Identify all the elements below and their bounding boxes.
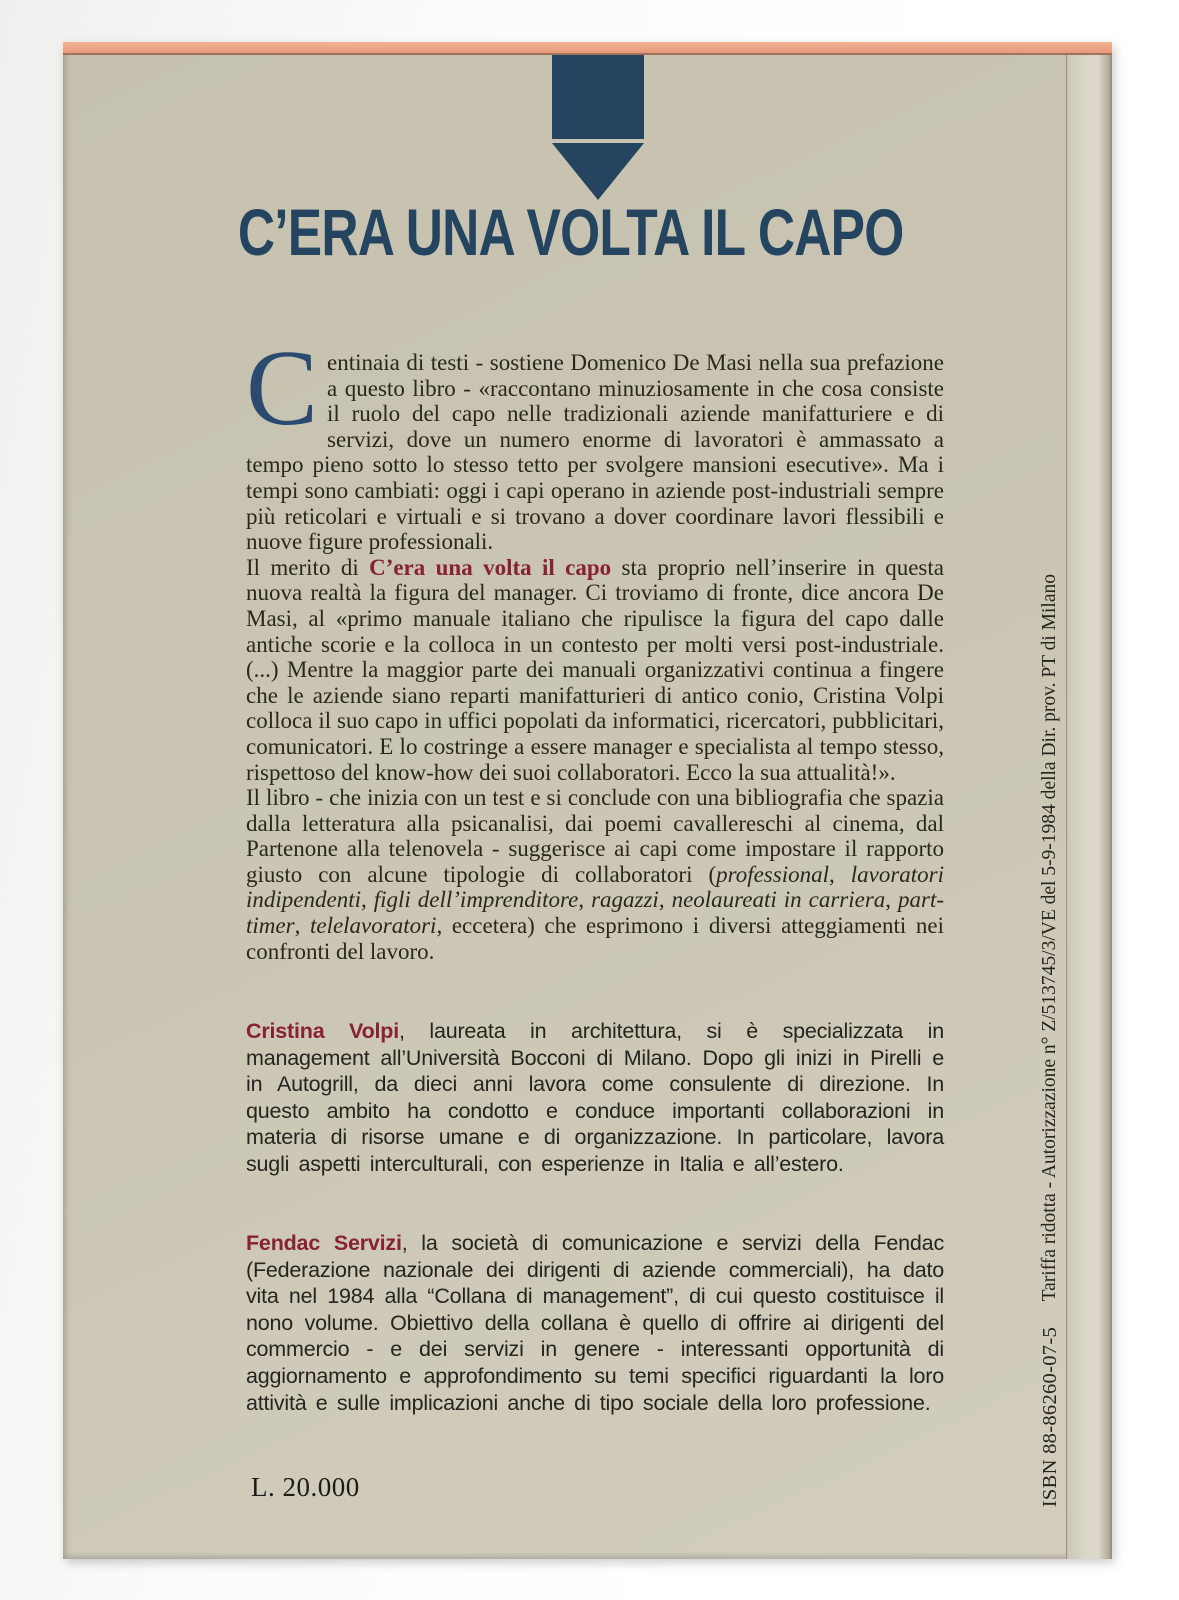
text-segment: professional: [716, 861, 829, 887]
text-segment: part-timer: [246, 887, 945, 939]
text-segment: neolaureati in carriera: [671, 887, 886, 913]
synopsis-paragraph-1-body: [246, 329, 944, 555]
text-segment: Fendac Servizi: [246, 1231, 402, 1255]
book-title-text: C’ERA UNA VOLTA IL CAPO: [238, 195, 904, 269]
postal-authorization-text: Tariffa ridotta - Autorizzazione n° Z/513745/3/VE del 5-9-1984 della Dir. prov. PT di Milano: [1039, 573, 1060, 1301]
text-segment: , eccetera) che esprimono i diversi atteggiamenti nei confronti del lavoro.: [246, 913, 944, 964]
text-segment: ,: [658, 887, 672, 913]
text-segment: lavoratori indipendenti: [246, 861, 945, 913]
text-segment: telelavoratori: [309, 913, 437, 939]
text-segment: , la società di comunicazione e servizi della Fendac (Federazione nazionale dei dirigenti di aziende commerciali), ha dato vita nel 1984 alla “Collana di management”, di cui questo costituisce il nono volume. Obiettivo della collana è quello di offrire ai dirigenti del commercio - e dei servizi in genere - interessanti opportunità di aggiornamento e approfondimento su temi specifici riguardanti la loro attività e sulle implicazioni anche di tipo sociale della loro professione.: [246, 1231, 944, 1415]
down-arrow-shaft: [552, 55, 644, 139]
page-side-edge: [1066, 55, 1112, 1559]
synopsis-paragraph-1: [246, 329, 944, 555]
text-segment: ragazzi: [591, 887, 659, 913]
book-back-cover: [63, 42, 1112, 1559]
isbn-text: ISBN 88-86260-07-5: [1039, 1326, 1061, 1507]
text-segment: entinaia di testi - sostiene Domenico De Masi nella sua prefazione a questo libro - «raccontano minuziosamente in che cosa consiste il ruolo del capo nelle tradizionali aziende manifatturiere e di servizi, dove un numero enorme di lavoratori è ammassato a tempo pieno sotto lo stesso tetto per svolgere mansioni esecutive». Ma i tempi sono cambiati: oggi i capi operano in aziende post-industriali sempre più reticolari e virtuali e si trovano a dover coordinare lavori flessibili e nuove figure professionali.: [246, 350, 944, 555]
synopsis-paragraph-3: [246, 785, 944, 964]
synopsis-text: [246, 329, 945, 964]
text-segment: Il merito di: [246, 554, 370, 580]
text-segment: ,: [578, 887, 592, 913]
text-segment: figli dell’imprenditore: [373, 887, 579, 913]
price-label: L. 20.000: [251, 1472, 360, 1502]
text-segment: Cristina Volpi: [246, 1019, 399, 1043]
book-title: [63, 195, 1079, 269]
text-segment: Il libro - che inizia con un test e si conclude con una bibliografia che spazia dalla letteratura alla psicanalisi, dai poemi cavallereschi al cinema, dal Partenone alla telenovela - suggerisce ai capi come impostare il rapporto giusto con alcune tipologie di collaboratori (: [246, 785, 944, 887]
down-arrow-tip: [552, 143, 644, 200]
text-segment: ,: [885, 887, 899, 913]
text-segment: ,: [294, 913, 310, 939]
text-segment: sta proprio nell’inserire in questa nuova realtà la figura del manager. Ci troviamo di fronte, dice ancora De Masi, al «primo manuale italiano che ripulisce la figura del capo dalle antiche scorie e la colloca in un contesto per molti versi post-industriale. (...) Mentre la maggior parte dei manuali organizzativi continua a fingere che le aziende siano reparti manifatturieri di antico conio, Cristina Volpi colloca il suo capo in uffici popolati da informatici, ricercatori, pubblicitari, comunicatori. E lo costringe a essere manager e specialista al tempo stesso, rispettoso del know-how dei suoi collaboratori. Ecco la sua attualità!».: [246, 554, 944, 785]
author-bio-paragraph: [246, 1018, 944, 1178]
down-arrow-icon: [552, 55, 644, 200]
text-segment: ,: [829, 861, 851, 887]
text-segment: ,: [360, 887, 374, 913]
text-segment: C’era una volta il capo: [369, 554, 612, 580]
text-segment: , laureata in architettura, si è specializzata in management all’Università Bocconi di Milano. Dopo gli inizi in Pirelli e in Autogrill, da dieci anni lavora come consulente di direzione. In questo ambito ha condotto e conduce importanti collaborazioni in materia di risorse umane e di organizzazione. In particolare, lavora sugli aspetti interculturali, con esperienze in Italia e all’estero.: [246, 1019, 944, 1176]
synopsis-paragraph-2: [246, 555, 944, 785]
publisher-note-paragraph: [246, 1230, 944, 1416]
page-top-edge: [63, 42, 1112, 55]
drop-cap: C: [246, 329, 319, 448]
